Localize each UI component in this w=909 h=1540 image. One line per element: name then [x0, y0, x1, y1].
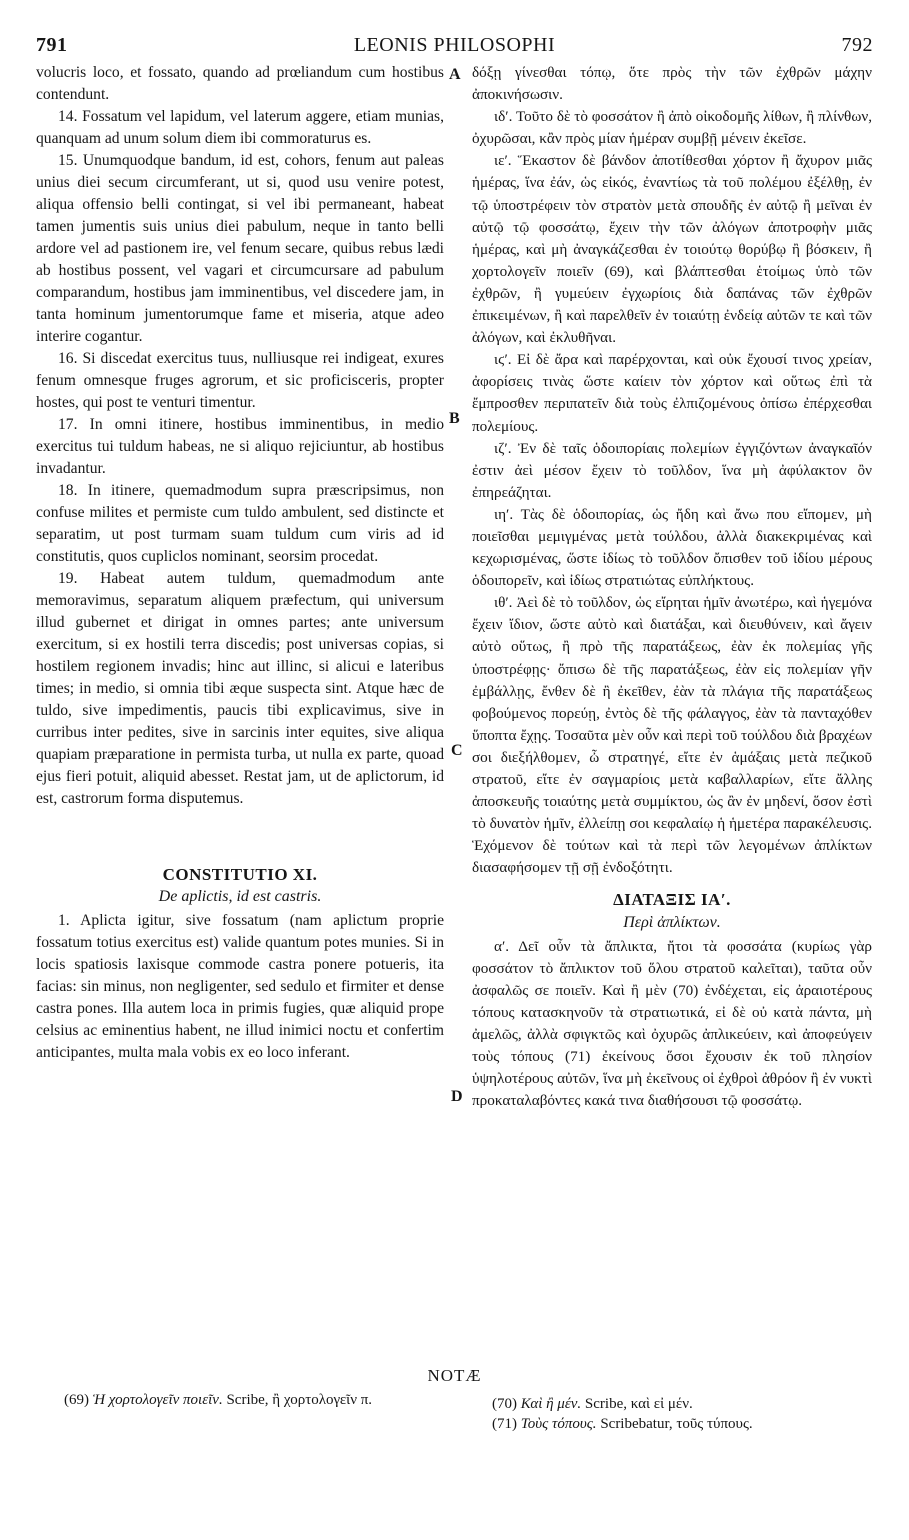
- notes-left: [64, 1390, 464, 1410]
- note-number: (70): [492, 1396, 517, 1412]
- latin-paragraph: volucris loco, et fossato, quando ad prœliandum cum hostibus contendunt.: [36, 64, 444, 103]
- greek-section-title: ΔΙΑΤΑΞΙΣ ΙΑʹ.: [613, 890, 731, 910]
- greek-paragraph: ιδʹ. Τοῦτο δὲ τὸ φοσσάτον ἢ ἀπὸ οἰκοδομῆς λίθων, ἢ πλίνθων, ὀχυρῶσαι, κἂν πρὸς μίαν ἡμέραν συμβῇ μένειν ἐκεῖσε.: [472, 108, 872, 148]
- latin-section-subtitle: De aplictis, id est castris.: [158, 888, 322, 905]
- page-number: 791: [36, 34, 68, 56]
- notes-right: [492, 1394, 872, 1434]
- latin-paragraph: 19. Habeat autem tuldum, quemadmodum ante memoravimus, separatum aliquem præfectum, qui universum illud gubernet et dirigat in omnes partes; ante universum exercitum, si ex hostili terra discedis; post universas copias, si hostilem regionem invadis; hinc aut illinc, si alicui e lateribus times; in medio, si omnia tibi æque suspecta sint. Atque hæc de tuldo, sive impedimentis, paucis tibi explicavimus, sive in curribus inter pedites, sive in sarcinis inter equites, sive aliqua quapiam præparatione in permista turba, ut nulla ex parte, quoad ejus fieri potuit, aliquid abesset. Restat jam, ut de aplictorum, id est, castrorum forma disputemus.: [36, 570, 444, 807]
- latin-paragraph: 15. Unumquodque bandum, id est, cohors, fenum aut paleas unius diei secum circumferant, ut si, quod usu venire potest, aliqua offensio belli contingat, si vel ibi permaneant, habeat tamen jumentis suis unius diei pabulum, neque in tanto belli ardore vel ad pastionem ire, vel fenum secare, quibus rebus lædi ab hostibus possent, vel vagari et circumcursare ad pabulum comparandum, hostibus jam imminentibus, vel discedere jam, in tanta hominum jumentorumque fame et miseria, atque adeo interire cogantur.: [36, 152, 444, 345]
- greek-paragraph: ιεʹ. Ἕκαστον δὲ βάνδον ἀποτίθεσθαι χόρτον ἢ ἄχυρον μιᾶς ἡμέρας, ἵνα ἐάν, ὡς εἰκός, ἐναντίως τὰ τοῦ πολέμου ἐξέλθῃ, ἐν τῷ ὑποστρέφειν τὸν στρατὸν μετὰ σπουδῆς ἐν αὐτῷ ἢ μεῖναι ἐν αὐτῷ τῷ φοσσάτῳ, ἔχειν τὴν τῶν ἀλόγων ἀποτροφὴν μιᾶς ἡμέρας, καὶ μὴ ἀναγκάζεσθαι ἐν τοιούτῳ θορύβῳ ἢ βόσκειν, ἢ χορτολογεῖν ποιεῖν (69), καὶ βλάπτεσθαι ἑτοίμως ὑπὸ τῶν ἐχθρῶν, ἢ γυμεύειν ἐγχωρίοις διὰ δαπάνας τῶν ἐχθρῶν ἐπικειμένων, ἢ καὶ παρελθεῖν ἐν τοιαύτῃ ἐνδείᾳ αὐτῶν τε καὶ τῶν ἀλόγων, καὶ ἐκλυθῆναι.: [472, 152, 872, 347]
- greek-column: [472, 62, 872, 1112]
- margin-letter-b: B: [449, 410, 460, 427]
- note-lemma: Τοὺς τόπους.: [520, 1416, 597, 1432]
- note-lemma: Καὶ ἢ μέν.: [520, 1396, 582, 1412]
- note-item: [64, 1390, 464, 1410]
- greek-section-subtitle: Περὶ ἀπλίκτων.: [623, 913, 721, 931]
- running-head: [36, 34, 873, 58]
- latin-section-title: CONSTITUTIO XI.: [162, 865, 318, 884]
- latin-paragraph: 16. Si discedat exercitus tuus, nulliusque rei indigeat, exures fenum omnesque fruges agrorum, et sic proficisceris, propter hostes, qui post te venturi timentur.: [36, 350, 444, 411]
- page-title: LEONIS PHILOSOPHI: [353, 34, 556, 56]
- greek-paragraph: δόξῃ γίνεσθαι τόπῳ, ὅτε πρὸς τὴν τῶν ἐχθρῶν μάχην ἀποκινήσωσιν.: [472, 64, 872, 104]
- greek-paragraph: ιηʹ. Τὰς δὲ ὁδοιπορίας, ὡς ἤδη καὶ ἄνω που εἴπομεν, μὴ ποιεῖσθαι μεμιγμένας μετὰ τούλδου, ἀλλὰ διακεκριμένας καὶ κεχωρισμένας, ὥστε ἰδίως τὸ τοῦλδον ὄπισθεν τοῦ ἰδίου μέρους ὁδοιπορεῖν, καὶ ἰδίως στρατιώτας εὐπλήκτους.: [472, 505, 872, 590]
- note-item: [492, 1414, 872, 1434]
- margin-letter-d: D: [451, 1088, 463, 1105]
- margin-letter-a: A: [449, 66, 461, 83]
- margin-letter-c: C: [451, 742, 463, 759]
- note-item: [492, 1394, 872, 1414]
- latin-paragraph: 14. Fossatum vel lapidum, vel laterum aggere, etiam munias, quanquam ad unum solum diem ibi commoraturus es.: [36, 108, 444, 147]
- greek-paragraph: ιθʹ. Ἀεὶ δὲ τὸ τοῦλδον, ὡς εἴρηται ἡμῖν ἀνωτέρω, καὶ ἡγεμόνα ἔχειν ἴδιον, ὥστε αὐτὸ καὶ διατάξαι, καὶ διευθύνειν, καὶ ἄγειν αὐτὸ οὕτως, ἢ πρὸ τῆς παρατάξεως, ἐὰν ἐκ πολεμίας γῆς ὑποστρέφῃς· ὄπισω δὲ τῆς παρατάξεως, ἐὰν εἰς πολεμίαν γῆν ἐμβάλλῃς, ἔνθεν δὲ ἢ ἐκεῖθεν, ἐὰν τὰ πλάγια τῆς παρατάξεως φοβούμενος πορεύῃ, ἐντὸς δὲ τῆς φάλαγγος, ἐὰν τὰ πανταχόθεν ὕποπτα ἔχῃς. Τοσαῦτα μὲν οὖν καὶ περὶ τοῦ τούλδου διὰ βραχέων σοι διεξήλθομεν, ὦ στρατηγέ, εἴτε ἐν ἁμάξαις μετὰ πεζικοῦ στρατοῦ, εἴτε ἐν σαγμαρίοις μετὰ καβαλλαρίων, εἴτε ἄλλης ἀποσκευῆς τοιαύτης μετὰ συμμίκτου, ὡς ἂν ἐν μηδενί, ὅσον ἐστὶ τὸ δυνατὸν ἡμῖν, ἐλλείπῃ σοι κεφαλαίῳ ἡ ἡμετέρα παρακέλευσις. Ἑχόμενον δὲ τούτων καὶ τὰ περὶ τῶν λεγομένων ἀπλίκτων διασαφήσομεν τῇ σῇ ἐνδοξότητι.: [472, 594, 872, 877]
- note-number: (69): [64, 1392, 89, 1408]
- greek-paragraph: αʹ. Δεῖ οὖν τὰ ἄπλικτα, ἤτοι τὰ φοσσάτα (κυρίως γὰρ φοσσάτον τὸ ἄπλικτον τοῦ ὅλου στρατοῦ καλεῖται), ταῦτα οὖν ἀσφαλῶς σε ποιεῖν. Καὶ ἢ μὲν (70) ἐνδέχεται, εἰς ἀραιοτέρους τόπους κατασκηνοῦν τὰ στρατιωτικά, εἰ δὲ οὐ κατὰ πάντα, μὴ ἀμελῶς, ἀλλὰ σφιγκτῶς καὶ ὀχυρῶς ἀπλικεύειν, καὶ ἀποφεύγειν τοὺς τόπους (71) ἐκείνους ὅσοι ἔχουσιν ἐκ τοῦ πλησίον ὑψηλοτέρους αὐτῶν, ἵνα μὴ ἐκεῖνους οἱ ἐχθροὶ ἀθρόον ἢ ἐν νυκτὶ προκαταλαβόντες κακά τινα διαθήσουσι τῷ φοσσάτῳ.: [472, 937, 872, 1110]
- page-number-right: 792: [841, 34, 873, 56]
- note-lemma: Ἡ χορτολογεῖν ποιεῖν.: [92, 1392, 223, 1408]
- greek-paragraph: ιϛʹ. Εἰ δὲ ἄρα καὶ παρέρχονται, καὶ οὐκ ἔχουσί τινος χρείαν, ἀφορίσεις τινὰς ὥστε καίειν τὸν χόρτον καὶ οὕτως ἐπὶ τὰ ἔμπροσθεν περιπατεῖν διὰ τοὺς ἐλπιζομένους ὀπίσω ἐπέρχεσθαι πολεμίους.: [472, 351, 872, 435]
- latin-paragraph: 1. Aplicta igitur, sive fossatum (nam aplictum proprie fossatum totius exercitus est) valide quantum potes munies. Si in locis spatiosis laxisque commode castra ponere potueris, ita facias: sin minus, non negligenter, sed sedulo et firmiter et dense castra pones. Illa autem loca in primis fugies, quæ aliquid prope celsius ac eminentius habent, ne illud inimici noctu et confertim anticipantes, multa mala vobis ex eo loco inferant.: [36, 912, 444, 1061]
- notes-heading: NOTÆ: [427, 1366, 482, 1385]
- note-text: Scribe, ἢ χορτολογεῖν π.: [226, 1392, 373, 1408]
- note-number: (71): [492, 1416, 517, 1432]
- note-text: Scribebatur, τοῦς τύπους.: [600, 1416, 753, 1432]
- greek-paragraph: ιζʹ. Ἐν δὲ ταῖς ὁδοιπορίαις πολεμίων ἐγγιζόντων ἀναγκαῖόν ἐστιν ἀεὶ μέσον ἔχειν τὸ τοῦλδον, ἵνα μὴ ἀφύλακτον ὂν ἐπηρεάζηται.: [472, 439, 872, 501]
- latin-paragraph: 17. In omni itinere, hostibus imminentibus, in medio exercitus tui tuldum habeas, ne si aliquo rejiciuntur, ab hostibus invadantur.: [36, 416, 444, 477]
- note-text: Scribe, καὶ εἰ μέν.: [584, 1396, 693, 1412]
- latin-column: [36, 62, 444, 1064]
- latin-paragraph: 18. In itinere, quemadmodum supra præscripsimus, non confuse milites et permiste cum tuldo ambulent, sed distincte et separatim, ut post turmam suam tuldum cum viris ad id constitutis, quos cupliclos nominant, seorsim procedat.: [36, 482, 444, 565]
